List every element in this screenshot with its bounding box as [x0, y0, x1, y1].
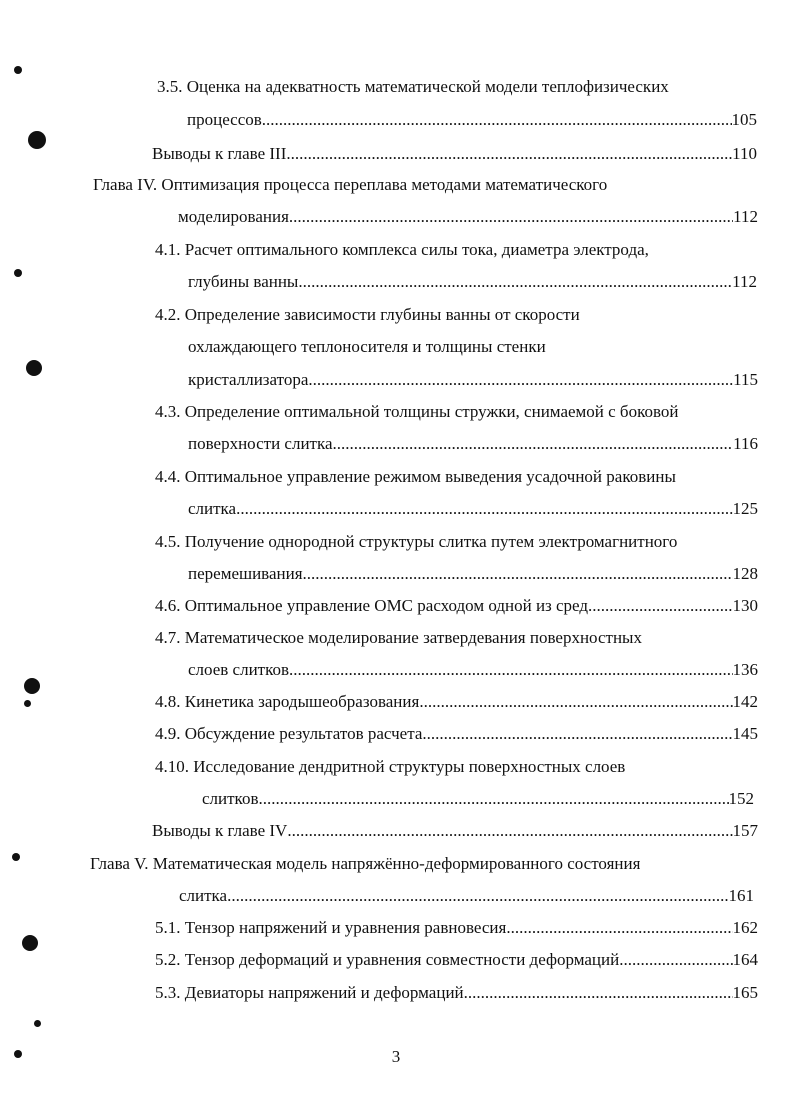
toc-entry-4-1[interactable]	[188, 271, 757, 293]
toc-entry-4-5[interactable]	[188, 563, 758, 585]
toc-entry-text: 4.6. Оптимальное управление ОМС расходом одной из сред	[155, 596, 589, 615]
toc-entry-text: слитка	[188, 499, 237, 518]
toc-entry-4-1-title: 4.1. Расчет оптимального комплекса силы тока, диаметра электрода,	[155, 240, 649, 259]
leader-dots	[289, 659, 732, 681]
margin-dot	[34, 1020, 41, 1027]
toc-entry-4-2-title: 4.2. Определение зависимости глубины ванны от скорости	[155, 305, 580, 324]
toc-page-number: 116	[733, 434, 758, 453]
toc-page-number: 161	[728, 886, 754, 905]
leader-dots	[308, 369, 733, 391]
leader-dots	[286, 143, 732, 165]
toc-entry-text: поверхности слитка	[188, 434, 333, 453]
leader-dots	[333, 433, 734, 455]
toc-page-number: 162	[732, 918, 758, 937]
toc-entry-3-5-title: 3.5. Оценка на адекватность математической модели теплофизических	[157, 77, 669, 96]
toc-page-number: 164	[732, 950, 758, 969]
toc-page-number: 152	[728, 789, 754, 808]
toc-entry-conclusions-4[interactable]	[152, 820, 758, 842]
leader-dots	[588, 595, 732, 617]
leader-dots	[258, 788, 728, 810]
toc-chapter-4[interactable]	[178, 206, 758, 228]
toc-page-number: 165	[732, 983, 758, 1002]
leader-dots	[419, 691, 732, 713]
toc-entry-4-4-title: 4.4. Оптимальное управление режимом выведения усадочной раковины	[155, 467, 676, 486]
leader-dots	[298, 271, 732, 293]
toc-page-number: 112	[732, 272, 757, 291]
toc-entry-4-3-title: 4.3. Определение оптимальной толщины стружки, снимаемой с боковой	[155, 402, 679, 421]
margin-dot	[12, 853, 20, 861]
leader-dots	[289, 206, 733, 228]
page-number: 3	[391, 1047, 401, 1066]
toc-page-number: 145	[732, 724, 758, 743]
toc-entry-text: 4.8. Кинетика зародышеобразования	[155, 692, 420, 711]
toc-chapter-5-title: Глава V. Математическая модель напряжённо-деформированного состояния	[90, 854, 641, 873]
toc-page-number: 125	[732, 499, 758, 518]
toc-page-number: 112	[733, 207, 758, 226]
toc-entry-3-5[interactable]	[187, 109, 757, 131]
toc-page-number: 142	[732, 692, 758, 711]
toc-entry-4-7-title: 4.7. Математическое моделирование затвердевания поверхностных	[155, 628, 642, 647]
toc-entry-text: перемешивания	[188, 564, 303, 583]
toc-page-number: 105	[731, 110, 757, 129]
toc-page-number: 115	[733, 370, 758, 389]
toc-entry-text: 4.9. Обсуждение результатов расчета	[155, 724, 423, 743]
toc-entry-4-6[interactable]	[155, 595, 758, 617]
toc-entry-5-1[interactable]	[155, 917, 758, 939]
toc-entry-text: Выводы к главе III	[152, 144, 287, 163]
toc-page-number: 157	[732, 821, 758, 840]
toc-entry-4-5-title: 4.5. Получение однородной структуры слитка путем электромагнитного	[155, 532, 678, 551]
binder-hole-mark	[28, 131, 46, 149]
toc-entry-4-8[interactable]	[155, 691, 758, 713]
toc-page-number: 130	[732, 596, 758, 615]
toc-chapter-5[interactable]	[179, 885, 754, 907]
toc-entry-5-2[interactable]	[155, 949, 758, 971]
margin-dot	[14, 66, 22, 74]
toc-entry-4-2-title-cont: охлаждающего теплоносителя и толщины стенки	[188, 337, 546, 356]
binder-hole-mark	[26, 360, 42, 376]
toc-chapter-4-title: Глава IV. Оптимизация процесса переплава методами математического	[93, 175, 608, 194]
leader-dots	[619, 949, 732, 971]
leader-dots	[422, 723, 732, 745]
binder-hole-mark	[22, 935, 38, 951]
toc-entry-text: кристаллизатора	[188, 370, 309, 389]
leader-dots	[303, 563, 733, 585]
leader-dots	[227, 885, 728, 907]
leader-dots	[464, 982, 733, 1004]
leader-dots	[287, 820, 732, 842]
toc-page-number: 110	[732, 144, 757, 163]
toc-entry-conclusions-3[interactable]	[152, 143, 757, 165]
leader-dots	[506, 917, 732, 939]
toc-entry-text: процессов	[187, 110, 262, 129]
toc-page-number: 136	[732, 660, 758, 679]
leader-dots	[236, 498, 732, 520]
toc-entry-5-3[interactable]	[155, 982, 758, 1004]
toc-entry-4-4[interactable]	[188, 498, 758, 520]
toc-entry-4-10-title: 4.10. Исследование дендритной структуры поверхностных слоев	[155, 757, 626, 776]
toc-entry-text: слитков	[202, 789, 259, 808]
toc-page-number: 128	[732, 564, 758, 583]
toc-entry-4-9[interactable]	[155, 723, 758, 745]
binder-hole-mark	[24, 678, 40, 694]
toc-entry-text: моделирования	[178, 207, 289, 226]
margin-dot	[24, 700, 31, 707]
toc-entry-text: слитка	[179, 886, 228, 905]
toc-entry-4-2[interactable]	[188, 369, 758, 391]
toc-entry-text: Выводы к главе IV	[152, 821, 288, 840]
toc-entry-text: 5.1. Тензор напряжений и уравнения равновесия	[155, 918, 507, 937]
toc-entry-4-3[interactable]	[188, 433, 758, 455]
toc-entry-text: 5.3. Девиаторы напряжений и деформаций	[155, 983, 464, 1002]
toc-entry-text: глубины ванны	[188, 272, 299, 291]
toc-entry-4-10[interactable]	[202, 788, 754, 810]
margin-dot	[14, 269, 22, 277]
toc-entry-text: слоев слитков	[188, 660, 290, 679]
toc-entry-4-7[interactable]	[188, 659, 758, 681]
leader-dots	[262, 109, 732, 131]
toc-entry-text: 5.2. Тензор деформаций и уравнения совместности деформаций	[155, 950, 620, 969]
